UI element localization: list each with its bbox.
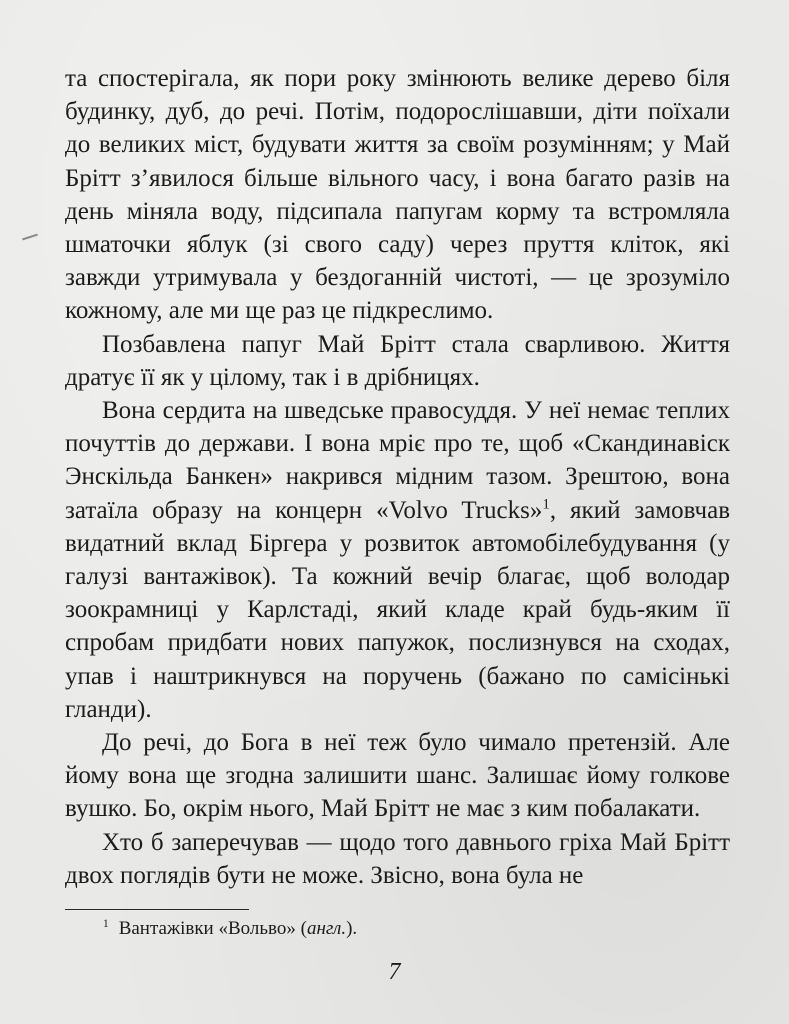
paragraph-4-text: До речі, до Бога в неї теж було чимало претензій. Але йому вона ще згодна залишити шанс. Залишає йому голкове вушко. Бо, окрім нього, Май Брітт не має з ким побалакати. bbox=[65, 729, 730, 823]
paragraph-3-text-b: , який замовчав видатний вклад Біргера у розвиток автомобілебудування (у галузі вантажівок). Та кожний вечір благає, щоб володар зоокрамниці у Карлстаді, який кладе край будь-яким її спробам придбати нових папужок, послизнувся на сходах, упав і наштрикнувся на поручень (бажано по самісінькі гланди). bbox=[65, 496, 730, 723]
footnote bbox=[103, 917, 357, 941]
paragraph-5-text: Хто б заперечував — щодо того давнього гріха Май Брітт двох поглядів бути не може. Звісно, вона була не bbox=[65, 828, 730, 889]
footnote-text-after: ). bbox=[346, 918, 358, 939]
paragraph-3-text-a: Вона сердита на шведське правосуддя. У неї немає теплих почуттів до держави. І вона мріє про те, щоб «Скандинавіск Энскільда Банкен» накрився мідним тазом. Зрештою, вона затаїла образу на концерн «Volvo Trucks» bbox=[65, 397, 730, 524]
footnote-marker: 1 bbox=[103, 917, 109, 930]
scan-artifact-mark bbox=[22, 234, 38, 241]
paragraph-3 bbox=[65, 394, 730, 726]
footnote-italic: англ. bbox=[306, 918, 347, 939]
footnote-text-before: Вантажівки «Вольво» ( bbox=[118, 918, 307, 939]
footnote-reference: 1 bbox=[542, 496, 550, 513]
paragraph-2 bbox=[65, 328, 730, 394]
paragraph-4 bbox=[65, 726, 730, 826]
page-number: 7 bbox=[388, 959, 401, 985]
book-page-body bbox=[65, 62, 730, 892]
paragraph-2-text: Позбавлена папуг Май Брітт стала сварливою. Життя дратує її як у цілому, так і в дрібницях. bbox=[65, 330, 730, 391]
paragraph-1 bbox=[65, 62, 730, 328]
footnote-divider bbox=[65, 909, 249, 910]
paragraph-1-text: та спостерігала, як пори року змінюють велике дерево біля будинку, дуб, до речі. Потім, подорослішавши, діти поїхали до великих міст, будувати життя за своїм розумінням; у Май Брітт з’явилося більше вільного часу, і вона багато разів на день міняла воду, підсипала папугам корму та встромляла шматочки яблук (зі свого саду) через пруття кліток, які завжди утримувала у бездоганній чистоті, — це зрозуміло кожному, але ми ще раз це підкреслимо. bbox=[65, 65, 730, 325]
paragraph-5 bbox=[65, 826, 730, 892]
